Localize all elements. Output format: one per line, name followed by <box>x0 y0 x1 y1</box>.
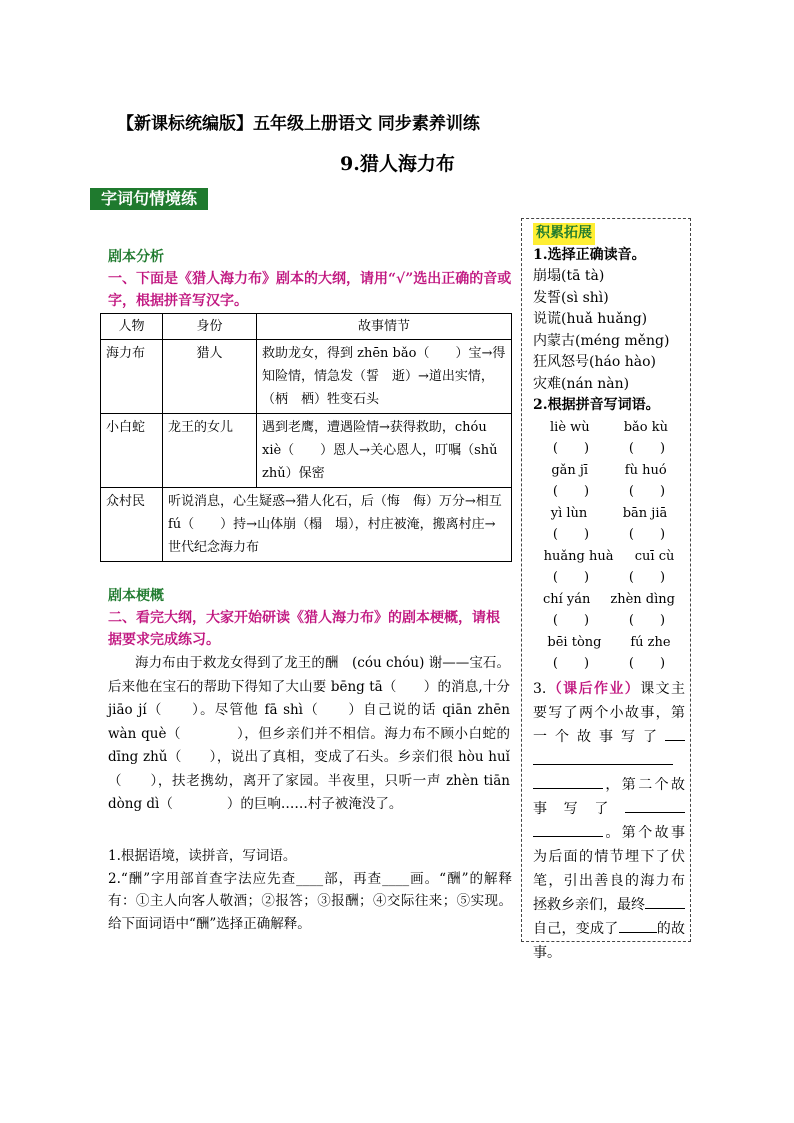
answer-bracket: ( ) <box>552 656 590 671</box>
q3-prefix: 3. <box>533 680 547 697</box>
answer-blank[interactable] <box>665 740 685 741</box>
answer-blank[interactable] <box>619 932 657 933</box>
plot-cell: 听说消息，心生疑惑→猎人化石，后（悔 侮）万分→相互 fú（ ）持→山体崩（榻 塌），村庄被淹，搬离村庄→世代纪念海力布 <box>163 488 512 562</box>
answer-bracket: ( ) <box>628 570 666 585</box>
pinyin-word: yì lùn <box>550 505 588 521</box>
pinyin-row <box>533 589 685 611</box>
part2-heading: 剧本梗概 <box>108 588 164 604</box>
lesson-title: 9.猎人海力布 <box>340 153 455 175</box>
q3-text: 课文主要写了两个小故事，第一个故事写了 <box>533 680 686 745</box>
person-cell: 众村民 <box>101 488 163 562</box>
sidebar-q1-title: 1.选择正确读音。 <box>533 246 646 263</box>
answer-bracket: ( ) <box>628 613 666 628</box>
answer-blank[interactable] <box>533 764 673 765</box>
sidebar-q2-title: 2.根据拼音写词语。 <box>533 397 660 413</box>
pinyin-word: bān jiā <box>622 505 668 521</box>
identity-cell: 龙王的女儿 <box>163 414 257 488</box>
identity-cell: 猎人 <box>163 340 257 414</box>
pinyin-word: bǎo kù <box>623 419 668 435</box>
pinyin-word: fù huó <box>624 462 667 478</box>
q3-mid: ，第二个故事写了 <box>533 776 685 817</box>
answer-blank[interactable] <box>533 788 603 789</box>
q3-end2: 自己，变成了 <box>533 920 619 937</box>
part2-instruction: 二、看完大纲，大家开始研读《猎人海力布》的剧本梗概，请根据要求完成练习。 <box>108 610 500 648</box>
table-row <box>101 414 512 488</box>
part1-instruction: 一、下面是《猎人海力布》剧本的大纲，请用“√”选出正确的音或字，根据拼音写汉字。 <box>108 271 512 309</box>
person-cell: 海力布 <box>101 340 163 414</box>
answer-blank[interactable] <box>533 836 603 837</box>
pinyin-row <box>533 460 685 482</box>
answer-bracket: ( ) <box>628 484 666 499</box>
answer-row <box>533 567 685 589</box>
story-passage <box>108 652 510 817</box>
story-text: 海力布由于救龙女得到了龙王的酬 (cóu chóu) 谢——宝石。后来他在宝石的帮助下得知了大山要 bēng tā（ ）的消息,十分 jiāo jí（ ）。尽管他 fā shì（ ）自己说的话 qiān zhēn wàn què（ ），但乡亲们并不相信。海力布不顾小白蛇的 dīng zhǔ（ ），说出了真相，变成了石头。乡亲们很 hòu huǐ（ ），扶老携幼，离开了家园。半夜里，只听一声 zhèn tiān dòng dì（ ）的巨响……村子被淹没了。 <box>108 655 510 812</box>
answer-bracket: ( ) <box>628 527 666 542</box>
reading-item: 狂风怒号(háo hào) <box>533 354 656 370</box>
reading-item: 内蒙古(méng měng) <box>533 332 670 349</box>
answer-bracket: ( ) <box>552 441 590 456</box>
pinyin-word: gǎn jī <box>551 462 589 478</box>
answer-bracket: ( ) <box>552 570 590 585</box>
q3-tag: （课后作业） <box>546 680 641 697</box>
answer-blank[interactable] <box>625 812 685 813</box>
pinyin-word: chí yán <box>542 591 591 607</box>
header-identity: 身份 <box>163 314 257 340</box>
answer-row <box>533 481 685 503</box>
reading-item: 崩塌(tā tà) <box>533 268 605 284</box>
pinyin-row <box>533 546 685 568</box>
answer-bracket: ( ) <box>552 527 590 542</box>
header-person: 人物 <box>101 314 163 340</box>
pinyin-word: zhèn dìng <box>610 591 675 607</box>
answer-bracket: ( ) <box>628 441 666 456</box>
sidebar-q3 <box>533 677 685 965</box>
header-plot: 故事情节 <box>257 314 512 340</box>
questions <box>108 845 512 935</box>
q3-end: 。第个故事为后面的情节埋下了伏笔，引出善良的海力布拯救乡亲们，最终 <box>533 824 685 913</box>
part1-heading: 剧本分析 <box>108 249 164 265</box>
answer-row <box>533 653 685 675</box>
q3-end3: 的故事。 <box>533 920 685 961</box>
question-1: 1.根据语境，读拼音，写词语。 <box>108 848 297 864</box>
answer-bracket: ( ) <box>552 484 590 499</box>
pinyin-word: fú zhe <box>630 634 671 650</box>
pinyin-word: bēi tòng <box>547 634 602 650</box>
reading-item: 说谎(huǎ huǎng) <box>533 311 648 327</box>
plot-cell: 遇到老鹰，遭遇险情→获得救助，chóu xiè（ ）恩人→关心恩人，叮嘱（shǔ zhǔ）保密 <box>257 414 512 488</box>
pinyin-row <box>533 417 685 439</box>
table-row <box>101 488 512 562</box>
table-row <box>101 340 512 414</box>
answer-row <box>533 438 685 460</box>
plot-cell: 救助龙女，得到 zhēn bǎo（ ）宝→得知险情，情急发（誓 逝）→道出实情，（柄 栖）牲变石头 <box>257 340 512 414</box>
sidebar-tag: 积累拓展 <box>533 223 595 245</box>
answer-bracket: ( ) <box>628 656 666 671</box>
answer-row <box>533 524 685 546</box>
pinyin-row <box>533 632 685 654</box>
answer-row <box>533 610 685 632</box>
reading-item: 发誓(sì shì) <box>533 289 609 306</box>
sidebar-box <box>521 218 691 961</box>
section-tag: 字词句情境练 <box>90 188 208 210</box>
person-cell: 小白蛇 <box>101 414 163 488</box>
pinyin-word: cuī cù <box>634 548 675 564</box>
reading-item: 灾难(nán nàn) <box>533 375 630 392</box>
answer-blank[interactable] <box>645 908 685 909</box>
answer-bracket: ( ) <box>552 613 590 628</box>
pinyin-row <box>533 503 685 525</box>
pinyin-word: liè wù <box>550 419 590 435</box>
outline-table <box>100 313 512 562</box>
question-2: 2.“酬”字用部首查字法应先查____部，再查____画。“酬”的解释有：①主人向客人敬酒；②报答；③报酬；④交际往来；⑤实现。给下面词语中“酬”选择正确解释。 <box>108 870 512 932</box>
page-header: 【新课标统编版】五年级上册语文 同步素养训练 <box>117 114 480 134</box>
table-header-row <box>101 314 512 340</box>
pinyin-word: huǎng huà <box>543 548 614 564</box>
